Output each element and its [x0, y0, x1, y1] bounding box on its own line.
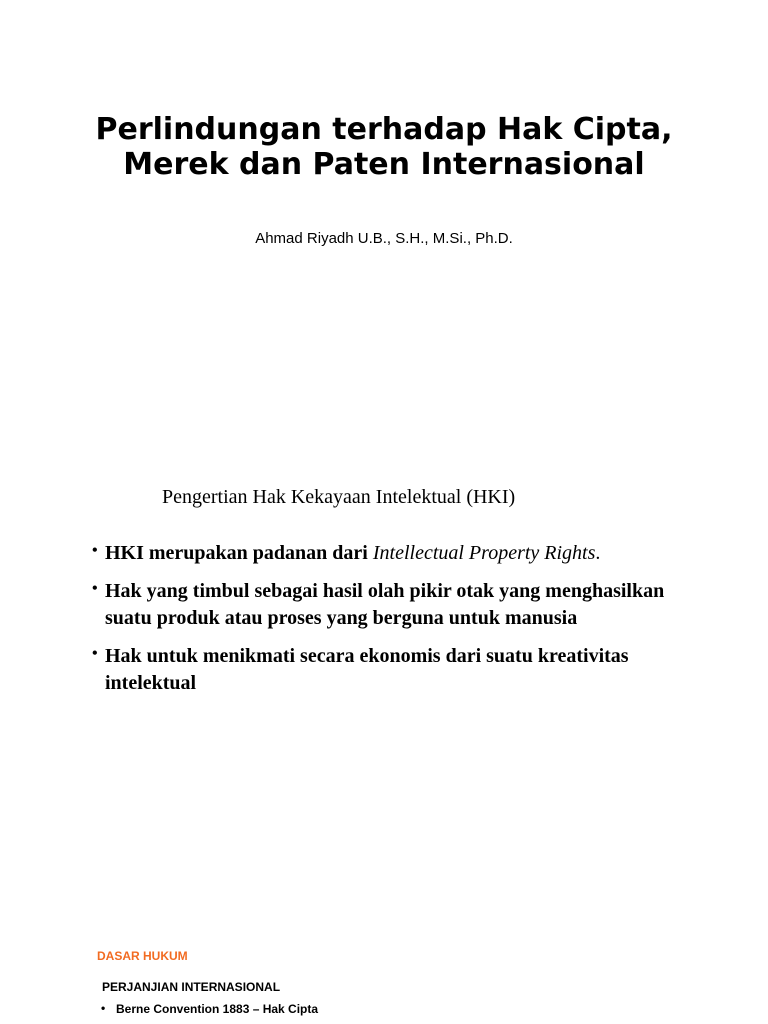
section-subheading: PERJANJIAN INTERNASIONAL [102, 980, 281, 994]
treaty-list [100, 1001, 318, 1017]
bullet-list [90, 540, 700, 708]
bullet-icon: • [92, 580, 98, 597]
list-item [90, 578, 700, 632]
bullet-text: HKI merupakan padanan dari [105, 542, 373, 564]
bullet-icon: • [92, 645, 98, 662]
slide-heading: Pengertian Hak Kekayaan Intelektual (HKI) [162, 486, 516, 508]
bullet-text: Hak untuk menikmati secara ekonomis dari suatu kreativitas intelektual [105, 645, 629, 694]
slide-title [0, 0, 768, 460]
list-item [100, 1001, 318, 1017]
bullet-italic-term: Intellectual Property Rights [372, 542, 596, 564]
list-item [90, 540, 700, 567]
list-item [90, 643, 700, 697]
author-name: Ahmad Riyadh U.B., S.H., M.Si., Ph.D. [255, 230, 513, 247]
presentation-title: Perlindungan terhadap Hak Cipta, Merek dan Paten Internasional [95, 112, 673, 182]
section-heading: DASAR HUKUM [97, 949, 188, 963]
bullet-icon: • [101, 1001, 106, 1015]
treaty-item-text: Berne Convention 1883 – Hak Cipta [116, 1002, 319, 1016]
slide-hki-definition [0, 460, 768, 920]
bullet-text: Hak yang timbul sebagai hasil olah pikir otak yang menghasilkan suatu produk atau proses yang berguna untuk manusia [105, 580, 665, 629]
bullet-icon: • [92, 542, 98, 559]
bullet-suffix: . [595, 542, 601, 564]
slide-legal-basis [0, 920, 768, 1024]
